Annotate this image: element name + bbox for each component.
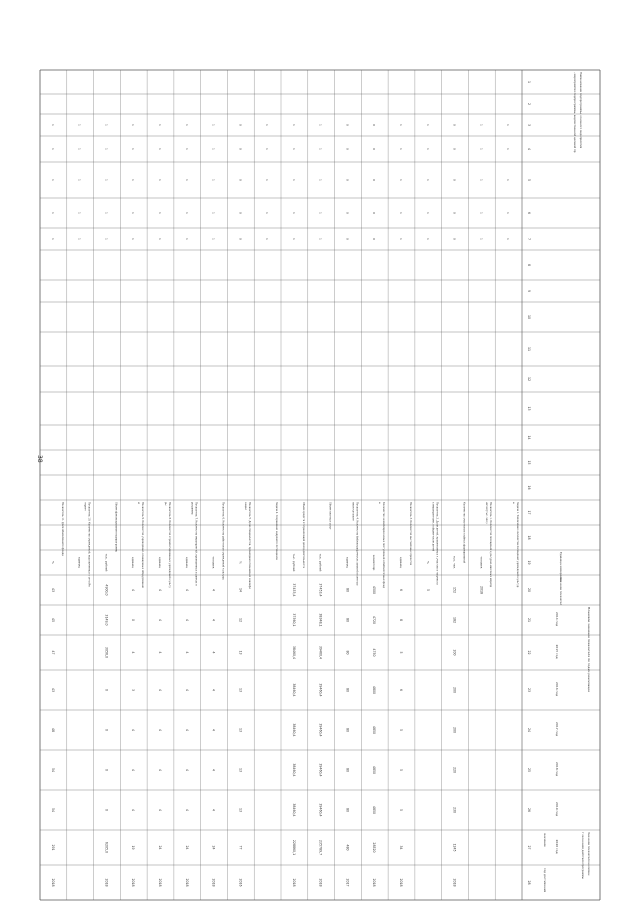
matrix-cell: 1 <box>399 148 403 150</box>
header-col-number: 6 <box>527 211 531 215</box>
row-indicator: х мероприятиям, в общем числе детей <box>431 502 435 552</box>
row-year-value: 13 <box>238 807 243 813</box>
matrix-cell: 1 <box>291 124 296 126</box>
row-final-year: 2018 <box>50 878 55 887</box>
row-year-value: 54 <box>50 807 55 813</box>
matrix-cell: 1 <box>50 124 55 126</box>
row-unit: человек <box>211 556 216 569</box>
row-year-value: 19 <box>131 845 136 850</box>
row-year-value: 4 <box>131 728 136 732</box>
matrix-cell: 1 <box>131 238 136 240</box>
row-year-value: 54 <box>50 767 55 773</box>
matrix-cell: 1 <box>399 179 403 181</box>
row-year-value: 39460,4 <box>318 723 323 737</box>
row-unit: единиц <box>184 556 189 569</box>
row-year-value: 0 <box>104 728 109 732</box>
matrix-cell: 1 <box>506 124 511 126</box>
header-col-number: 11 <box>527 346 531 352</box>
row-year-value: 0 <box>131 618 136 622</box>
matrix-cell: 1 <box>131 124 136 126</box>
row-year-value: 34 <box>399 845 403 850</box>
matrix-cell: 1 <box>104 124 109 126</box>
row-year-value: 6205,0 <box>104 841 109 854</box>
row-unit: тыс. чел. <box>452 555 457 570</box>
matrix-cell: 1 <box>506 179 511 181</box>
matrix-cell: 0 <box>345 148 350 150</box>
row-base-value: 43 <box>50 587 55 593</box>
header-col-number: 8 <box>527 263 531 267</box>
matrix-cell: 0 <box>452 212 457 214</box>
header-col-number: 16 <box>527 485 531 490</box>
header-year-label: 2014 год <box>555 612 559 627</box>
row-final-year: 2018 <box>452 878 457 887</box>
header-col-number: 14 <box>527 435 531 440</box>
matrix-cell: 0 <box>345 179 350 181</box>
matrix-cell: 0 <box>345 238 350 240</box>
matrix-cell: 1 <box>104 212 109 214</box>
row-year-value: 8 <box>399 618 403 622</box>
row-base-value: 4 <box>211 588 216 592</box>
row-indicator: Показатель 4. Количество библиографических записей в электро <box>355 502 359 586</box>
row-year-value: 1245 <box>452 843 457 852</box>
page-number: 38 <box>36 455 43 463</box>
header-col-number: 10 <box>527 314 531 320</box>
matrix-cell: 1 <box>50 238 55 240</box>
matrix-cell: 1 <box>211 179 216 181</box>
header-col-number: 1 <box>527 80 531 84</box>
row-year-value: 0 <box>104 808 109 812</box>
header-col-number: 4 <box>527 147 531 151</box>
row-year-value: 3149,0 <box>104 614 109 626</box>
row-year-value: 4 <box>184 768 189 772</box>
matrix-cell: 1 <box>158 148 162 150</box>
row-indicator: ы <box>512 502 515 504</box>
matrix-cell: 0 <box>372 124 377 126</box>
row-year-value: 3056,0 <box>104 646 109 659</box>
row-unit: единиц <box>131 556 136 569</box>
row-year-value: 480 <box>345 844 350 851</box>
row-year-value: 24 <box>211 845 216 850</box>
row-year-value: 4 <box>131 651 136 654</box>
matrix-cell: 1 <box>77 212 82 214</box>
matrix-cell: 1 <box>318 238 323 240</box>
row-year-value: 4 <box>158 688 162 692</box>
row-final-year: 2018 <box>291 878 296 887</box>
row-year-value: 39460,4 <box>318 803 323 817</box>
row-base-value: 4 <box>158 588 162 592</box>
matrix-cell: 1 <box>506 212 511 214</box>
matrix-cell: 1 <box>104 148 109 150</box>
row-base-value: 2018 <box>479 585 484 595</box>
matrix-cell: 1 <box>77 179 82 181</box>
matrix-cell: 1 <box>506 238 511 240</box>
matrix-cell: 1 <box>104 238 109 240</box>
row-indicator: Показатель 6. Количество работников учреждений культуры <box>221 502 225 581</box>
header-col-number: 20 <box>527 587 531 593</box>
matrix-cell: 1 <box>104 179 109 181</box>
matrix-cell: 0 <box>345 124 350 126</box>
row-indicator: Показатель 3. Количество выставочных проектов <box>408 502 412 566</box>
header-program-name: , мероприятия подпрограммы, ведомственной целевой пр <box>573 72 576 153</box>
row-year-value: 45 <box>50 617 55 623</box>
row-unit: % <box>425 561 430 564</box>
header-col-number: 28 <box>527 880 531 885</box>
row-year-value: 4 <box>131 808 136 812</box>
matrix-cell: 1 <box>50 212 55 214</box>
matrix-cell: 1 <box>50 148 55 150</box>
row-year-value: 235789,7 <box>318 839 323 856</box>
row-final-year: 2018 <box>184 878 189 887</box>
row-year-value: 4 <box>184 688 189 692</box>
matrix-cell: 1 <box>158 238 162 240</box>
row-year-value: 4 <box>131 768 136 772</box>
header-col-number: 25 <box>527 767 531 773</box>
header-col-number: 21 <box>527 617 531 623</box>
header-col-number: 15 <box>527 460 531 465</box>
row-year-value: 38460,4 <box>291 763 296 777</box>
row-year-value: 4 <box>211 688 216 692</box>
row-year-value: 4750 <box>372 648 377 657</box>
header-col-number: 5 <box>527 178 531 182</box>
row-final-year: 2018 <box>372 878 377 887</box>
matrix-cell: 1 <box>479 238 484 240</box>
row-final-year: 2018 <box>211 878 216 887</box>
matrix-cell: 0 <box>345 212 350 214</box>
row-unit: тыс. рублей <box>318 553 323 572</box>
row-year-value: 38460,4 <box>291 645 296 660</box>
row-year-value: 4 <box>211 768 216 772</box>
matrix-cell: 0 <box>452 124 457 126</box>
header-col-number: 22 <box>527 650 531 655</box>
row-final-year: 2018 <box>318 878 323 887</box>
matrix-cell: 1 <box>77 238 82 240</box>
matrix-cell: 0 <box>452 179 457 181</box>
row-year-value: 4 <box>211 728 216 732</box>
row-year-value: 38460,4 <box>291 683 296 697</box>
row-year-value: 4 <box>211 651 216 654</box>
row-year-value: 13 <box>238 650 243 655</box>
matrix-cell: 1 <box>211 124 216 126</box>
row-base-value: 4900,0 <box>104 584 109 596</box>
row-indicator: тернет <box>83 502 87 511</box>
matrix-cell: 1 <box>211 212 216 214</box>
row-year-value: 0 <box>104 688 109 692</box>
row-indicator: Задача 2. Сохранение кадрового потенциала <box>275 502 278 560</box>
row-year-value: 80 <box>345 727 350 733</box>
row-year-value: 4 <box>158 728 162 732</box>
row-indicator: Показатель 7. Количество мероприятий, проведенных в рамках п <box>194 502 198 586</box>
row-indicator: Объем средств от приносящей доход деятельности <box>301 502 305 569</box>
header-year-label: 2015 год <box>555 644 559 659</box>
matrix-cell: 1 <box>291 148 296 150</box>
matrix-cell: 1 <box>425 124 430 126</box>
row-year-value: 5 <box>399 651 403 654</box>
row-indicator: кации <box>244 502 248 510</box>
row-year-value: 39460,4 <box>318 763 323 777</box>
row-year-value: 200 <box>452 649 457 656</box>
matrix-cell: 1 <box>265 148 270 150</box>
header-year-label: 2017 год <box>555 722 559 737</box>
matrix-cell: 1 <box>479 148 484 150</box>
row-year-value: 80 <box>345 650 350 655</box>
matrix-cell: 1 <box>184 179 189 181</box>
row-unit: единиц <box>345 556 350 569</box>
row-indicator: ы <box>378 502 382 504</box>
header-col-number: 13 <box>527 406 531 411</box>
matrix-cell: 1 <box>184 238 189 240</box>
row-unit: тыс. рублей <box>291 553 296 572</box>
header-col-number: 23 <box>527 687 531 693</box>
row-year-value: 4 <box>184 618 189 622</box>
matrix-cell: 0 <box>372 148 377 150</box>
row-unit: % <box>50 561 55 564</box>
row-year-value: 228860,1 <box>291 839 296 856</box>
row-final-year: 2016 <box>238 878 243 887</box>
header-year-label: 2019 год <box>555 802 559 817</box>
matrix-cell: 1 <box>291 212 296 214</box>
row-year-value: 13 <box>238 687 243 693</box>
matrix-cell: 1 <box>291 179 296 181</box>
row-indicator: рограммы <box>190 502 194 515</box>
row-year-value: 37560,1 <box>291 613 296 627</box>
row-final-year: 2018 <box>131 878 136 887</box>
header-col-number: 3 <box>527 123 531 127</box>
matrix-cell: 0 <box>238 148 243 150</box>
row-indicator: Объем финансирования подпрограммы <box>114 502 118 553</box>
matrix-cell: 1 <box>158 212 162 214</box>
row-base-value: 4 <box>131 588 136 592</box>
row-year-value: 291 <box>50 844 55 851</box>
row-year-value: 48 <box>50 727 55 733</box>
row-year-value: 38460,4 <box>291 723 296 737</box>
row-indicator: Показатель 10. Количество учреждений, подключенных к сети Ин <box>87 502 91 587</box>
row-indicator: м <box>137 502 141 504</box>
row-year-value: 13 <box>238 767 243 773</box>
row-indicator: иятий (тыс. чел.) <box>485 502 489 524</box>
row-base-value: 5 <box>425 588 430 592</box>
row-year-value: 38460,4 <box>291 803 296 817</box>
row-year-value: 3 <box>131 688 136 692</box>
matrix-cell: 0 <box>372 238 377 240</box>
row-year-value: 4850 <box>372 725 377 735</box>
matrix-cell: 1 <box>399 212 403 214</box>
matrix-cell: 1 <box>211 238 216 240</box>
row-unit: человек <box>479 556 484 569</box>
matrix-cell: 1 <box>211 148 216 150</box>
row-base-value: 37453,4 <box>291 583 296 597</box>
row-year-value: 5 <box>399 728 403 732</box>
row-year-value: 24 <box>158 845 162 850</box>
row-year-value: 200 <box>452 726 457 734</box>
matrix-cell: 1 <box>506 148 511 150</box>
row-year-value: 4 <box>211 618 216 622</box>
matrix-cell: 1 <box>318 124 323 126</box>
matrix-cell: 1 <box>184 212 189 214</box>
header-col-number: 19 <box>527 560 531 565</box>
row-indicator: ры <box>163 502 167 506</box>
matrix-cell: 0 <box>372 212 377 214</box>
row-year-value: 13 <box>238 727 243 733</box>
row-year-value: 4 <box>158 768 162 772</box>
matrix-cell: 0 <box>372 179 377 181</box>
row-year-value: 230 <box>452 806 457 814</box>
row-year-value: 77 <box>238 845 243 850</box>
header-col-number: 17 <box>527 510 531 515</box>
row-indicator: нном каталоге <box>351 502 355 521</box>
matrix-cell: 1 <box>265 124 270 126</box>
row-year-value: 4 <box>158 618 162 622</box>
matrix-cell: 0 <box>238 238 243 240</box>
matrix-cell: 0 <box>452 148 457 150</box>
row-year-value: 4800 <box>372 685 377 695</box>
matrix-cell: 1 <box>318 148 323 150</box>
matrix-cell: 1 <box>265 238 270 240</box>
header-program-name: Наименование подпрограммы, основного мероприятия <box>579 72 582 149</box>
row-year-value: 4850 <box>372 765 377 775</box>
row-year-value: 4 <box>184 728 189 732</box>
matrix-cell: 1 <box>479 179 484 181</box>
header-final-col: год достижения <box>543 868 547 893</box>
row-year-value: 4 <box>184 808 189 812</box>
matrix-cell: 0 <box>452 238 457 240</box>
matrix-cell: 1 <box>425 238 430 240</box>
matrix-cell: 1 <box>399 124 403 126</box>
matrix-cell: 1 <box>291 238 296 240</box>
row-indicator: Показатель 1. Количество посещений культурно-массовых меропр <box>489 502 493 588</box>
matrix-cell: 1 <box>158 179 162 181</box>
row-indicator: Количество участников клубных формирований <box>462 502 466 564</box>
row-unit: экземпляр <box>372 554 377 571</box>
header-final-value: Значение показателя на момен <box>587 832 590 876</box>
matrix-cell: 1 <box>184 148 189 150</box>
matrix-cell: 1 <box>77 148 82 150</box>
matrix-cell: 1 <box>479 124 484 126</box>
matrix-cell: 1 <box>318 212 323 214</box>
matrix-cell: 1 <box>131 148 136 150</box>
row-year-value: 4 <box>158 651 162 654</box>
matrix-cell: 1 <box>184 124 189 126</box>
matrix-cell: 0 <box>238 179 243 181</box>
header-col-number: 12 <box>527 376 531 382</box>
row-year-value: 4 <box>211 808 216 812</box>
header-plan-by-year: Плановое значение показателя по годам реализации <box>587 607 591 693</box>
row-indicator: Количество экземпляров новых поступлений в библиотечные фонд <box>382 502 386 588</box>
matrix-cell: 0 <box>238 124 243 126</box>
row-year-value: 6 <box>399 688 403 692</box>
header-year-label: 2020 год <box>555 839 559 854</box>
row-final-year: 2017 <box>345 878 350 887</box>
row-indicator: Показатель 11. Доля обновленного фонда <box>60 502 64 556</box>
row-base-value: 6 <box>399 588 403 592</box>
matrix-cell: 1 <box>479 212 484 214</box>
header-final-col: значение <box>543 833 547 847</box>
row-indicator: Показатель 2. Доля детей, привлекаемых к участию в творчески <box>435 502 439 585</box>
matrix-cell: 1 <box>265 179 270 181</box>
row-unit: единиц <box>77 556 82 569</box>
row-base-value: 4500 <box>372 585 377 595</box>
header-col-number: 24 <box>527 727 531 733</box>
header-col-number: 2 <box>527 102 531 106</box>
row-year-value: 182 <box>452 616 457 624</box>
matrix-cell: 1 <box>425 148 430 150</box>
matrix-cell: 1 <box>158 124 162 126</box>
row-year-value: 80 <box>345 687 350 693</box>
header-unit: Единица измерения <box>559 552 563 582</box>
row-year-value: 4 <box>158 808 162 812</box>
row-unit: единиц <box>399 556 403 569</box>
row-indicator: Показатель 8. Количество отремонтированных учреждений культу <box>167 502 171 588</box>
row-indicator: Объем платных услуг <box>328 502 332 530</box>
row-year-value: 24 <box>184 845 189 850</box>
row-year-value: 4 <box>184 651 189 654</box>
row-indicator: Задача 1. Увеличение количества посещений учреждений культур <box>516 502 519 588</box>
row-year-value: 200 <box>452 686 457 694</box>
row-year-value: 39460,4 <box>318 645 323 660</box>
row-year-value: 39460,4 <box>318 683 323 697</box>
header-col-number: 26 <box>527 807 531 813</box>
row-base-value: 80 <box>345 587 350 593</box>
row-year-value: 28520 <box>372 842 377 853</box>
row-unit: единиц <box>158 556 162 569</box>
row-indicator: Показатель 9. Количество учреждений, оснащенных оборудование <box>141 502 145 588</box>
row-year-value: 43 <box>50 687 55 693</box>
row-base-value: 37453,4 <box>318 583 323 597</box>
row-indicator: Показатель 5. Доля специалистов, прошедших повышение квалифи <box>248 502 252 589</box>
header-col-number: 18 <box>527 535 531 540</box>
row-base-value: 152 <box>452 586 457 594</box>
row-year-value: 80 <box>345 767 350 773</box>
row-year-value: 4720 <box>372 615 377 625</box>
row-year-value: 38348,1 <box>318 613 323 627</box>
row-year-value: 220 <box>452 766 457 774</box>
row-final-year: 2018 <box>158 878 162 887</box>
row-final-year: 2018 <box>399 878 403 887</box>
row-unit: тыс. рублей <box>104 553 109 572</box>
table-cells <box>51 72 591 893</box>
row-year-value: 5 <box>399 768 403 772</box>
header-final-value: т окончания действия программы <box>581 832 584 879</box>
row-year-value: 80 <box>345 617 350 623</box>
row-base-value: 4 <box>184 588 189 592</box>
matrix-cell: 1 <box>131 212 136 214</box>
header-year-label: 2016 год <box>555 682 559 697</box>
row-year-value: 4850 <box>372 805 377 815</box>
matrix-cell: 1 <box>425 179 430 181</box>
header-year-label: 2018 год <box>555 762 559 777</box>
row-unit: % <box>238 561 243 564</box>
row-year-value: 5 <box>399 808 403 812</box>
matrix-cell: 1 <box>265 212 270 214</box>
header-col-number: 27 <box>527 845 531 850</box>
row-year-value: 12 <box>238 617 243 623</box>
matrix-cell: 1 <box>399 238 403 240</box>
row-year-value: 47 <box>50 650 55 655</box>
matrix-cell: 1 <box>425 212 430 214</box>
row-final-year: 2018 <box>104 878 109 887</box>
header-col-number: 9 <box>527 289 531 293</box>
matrix-cell: 1 <box>318 179 323 181</box>
header-col-number: 7 <box>527 237 531 241</box>
row-base-value: 14 <box>238 587 243 593</box>
row-year-value: 0 <box>104 768 109 772</box>
row-year-value: 80 <box>345 807 350 813</box>
matrix-cell: 0 <box>238 212 243 214</box>
matrix-cell: 1 <box>77 124 82 126</box>
matrix-cell: 1 <box>131 179 136 181</box>
matrix-cell: 1 <box>50 179 55 181</box>
header-base-value: Значение показател <box>559 577 562 606</box>
